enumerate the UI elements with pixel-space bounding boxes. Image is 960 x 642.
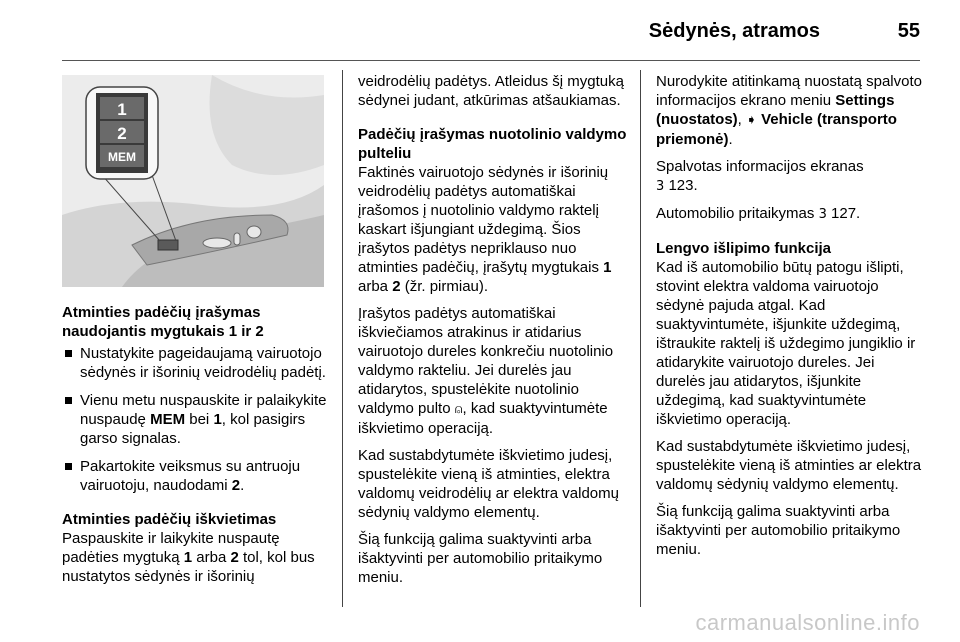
- section-heading: Padėčių įrašymas nuotolinio valdymo pulteliu: [358, 126, 627, 162]
- paragraph: Faktinės vairuotojo sėdynės ir išorinių veidrodėlių padėtys automatiškai įrašomos į nuotolinio valdymo raktelį kaskart išjungiant uždegimą. Šios įrašytos padėtys nepriklauso nuo atminties padėčių, įrašytų mygtukais 1 arba 2 (žr. pirmiau).: [358, 164, 612, 295]
- watermark: carmanualsonline.info: [695, 610, 920, 635]
- paragraph: Kad sustabdytumėte iškvietimo judesį, spustelėkite vieną iš atminties, elektra valdomų veidrodėlių ar elektra valdomų sėdynių valdymo elementų.: [358, 447, 619, 521]
- column-3: [656, 72, 924, 567]
- section-heading: Atminties padėčių iškvietimas: [62, 511, 277, 528]
- paragraph: Automobilio pritaikymas 3 127.: [656, 205, 861, 222]
- section-heading: Lengvo išlipimo funkcija: [656, 240, 832, 257]
- paragraph: Šią funkciją galima suaktyvinti arba išaktyvinti per automobilio pritaikymo meniu.: [656, 503, 901, 558]
- section-heading: Atminties padėčių įrašymas naudojantis mygtukais 1 ir 2: [62, 304, 264, 340]
- header-rule: [62, 60, 920, 61]
- bullet-list: [62, 344, 334, 495]
- memory-button-2-label: 2: [117, 124, 127, 143]
- paragraph: Šią funkciją galima suaktyvinti arba išaktyvinti per automobilio pritaikymo meniu.: [358, 531, 603, 586]
- memory-button-1-label: 1: [117, 100, 127, 119]
- column-1: [62, 303, 334, 594]
- page-reference-icon: 3: [818, 207, 827, 222]
- memory-button-mem-label: MEM: [108, 150, 136, 164]
- memory-buttons-illustration: [62, 75, 324, 287]
- page-reference-link[interactable]: 127.: [826, 205, 861, 222]
- list-item: Pakartokite veiksmus su antruoju vairuotoju, naudodami 2.: [62, 457, 334, 495]
- page-reference-link[interactable]: 123.: [664, 177, 698, 194]
- page-title: Sėdynės, atramos: [648, 20, 820, 42]
- list-item: Nustatykite pageidaujamą vairuotojo sėdynės ir išorinių veidrodėlių padėtį.: [62, 344, 334, 382]
- paragraph: Kad sustabdytumėte iškvietimo judesį, spustelėkite vieną iš atminties ar elektra valdomų sėdynių valdymo elementų.: [656, 438, 922, 493]
- list-item: Vienu metu nuspauskite ir palaikykite nuspaudę MEM bei 1, kol pasigirs garso signalas.: [62, 391, 334, 448]
- paragraph: Kad iš automobilio būtų patogu išlipti, stovint elektra valdoma vairuotojo sėdynė pajuda atgal. Kad suaktyvintumėte, išjunkite uždegimą, ištraukite raktelį iš uždegimo jungiklio ir atidarykite vairuotojo dureles. Jei durelės jau atidarytos, išjunkite uždegimą, kad suaktyvintumėte iškvietimo operaciją.: [656, 259, 916, 428]
- column-2: [358, 72, 634, 595]
- column-separator-1: [342, 70, 343, 607]
- menu-arrow-icon: ➧: [746, 113, 757, 128]
- page-reference-icon: 3: [656, 179, 665, 194]
- paragraph: veidrodėlių padėtys. Atleidus šį mygtuką sėdynei judant, atkūrimas atšaukiamas.: [358, 73, 624, 109]
- paragraph: Nurodykite atitinkamą nuostatą spalvoto informacijos ekrano meniu Settings (nuostatos), ➧ Vehicle (transporto priemonė).: [656, 73, 922, 148]
- page-number: 55: [897, 20, 920, 42]
- paragraph: Įrašytos padėtys automatiškai iškviečiamos atrakinus ir atidarius vairuotojo dureles konkrečiu nuotolinio valdymo rakteliu. Jei durelės jau atidarytos, spustelėkite nuotolinio valdymo pulto ⍝, kad suaktyvintumėte iškvietimo operaciją.: [358, 305, 614, 437]
- paragraph: Spalvotas informacijos ekranas 3 123.: [656, 158, 864, 194]
- paragraph: Paspauskite ir laikykite nuspautę padėties mygtuką 1 arba 2 tol, kol bus nustatytos sėdynės ir išorinių: [62, 530, 315, 585]
- remote-unlock-icon: ⍝: [454, 402, 463, 417]
- column-separator-2: [640, 70, 641, 607]
